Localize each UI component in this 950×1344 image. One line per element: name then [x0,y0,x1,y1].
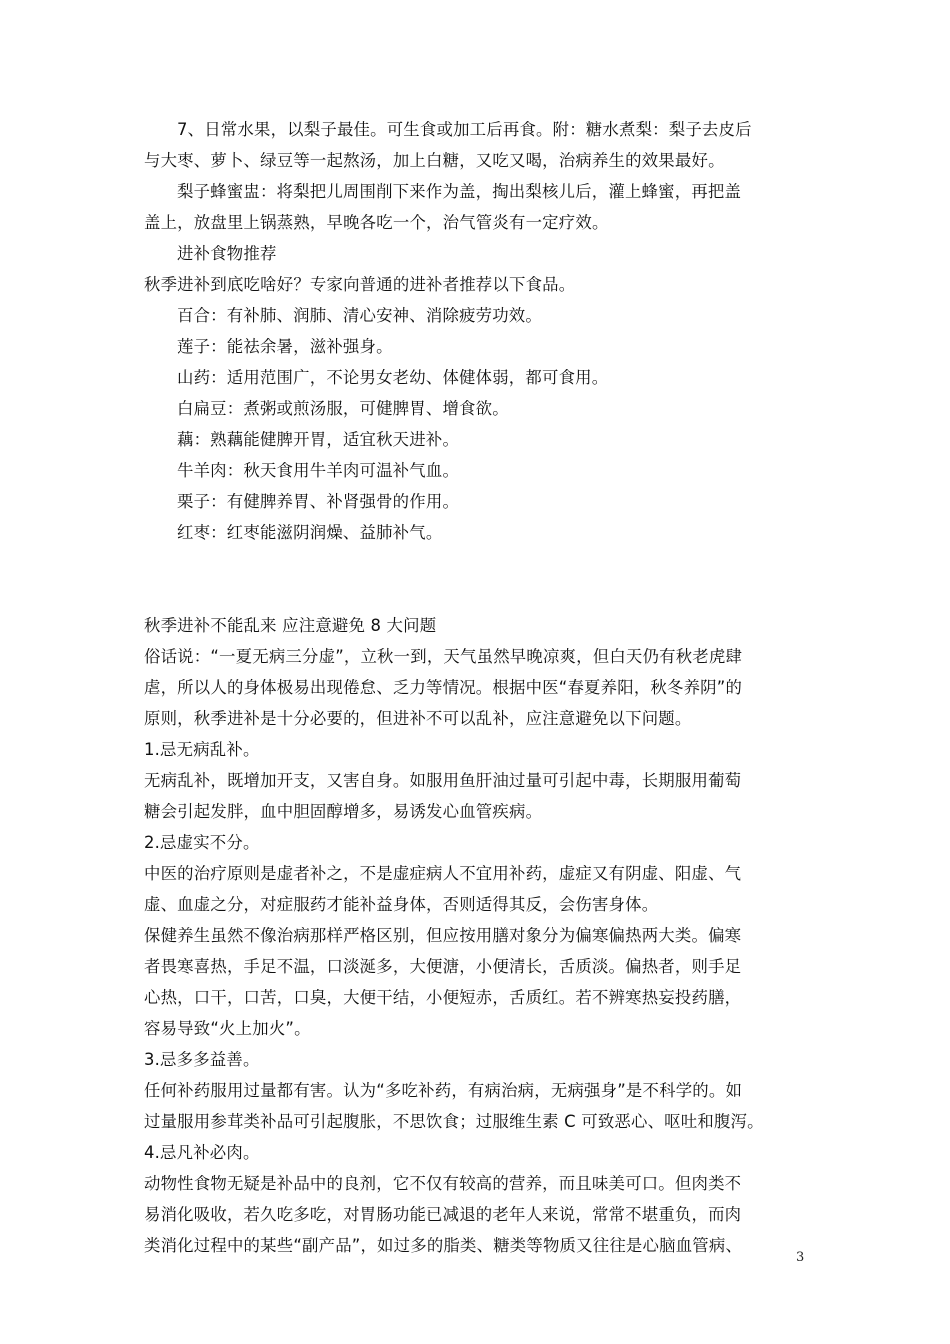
paragraph-item-2b-cont: 者畏寒喜热，手足不温，口淡涎多，大便溏，小便清长，舌质淡。偏热者，则手足 [144,957,742,976]
paragraph-item-3: 任何补药服用过量都有害。认为“多吃补药，有病治病，无病强身”是不科学的。如 [144,1081,743,1100]
paragraph-item-4-cont: 类消化过程中的某些“副产品”，如过多的脂类、糖类等物质又往往是心脑血管病、 [144,1236,743,1255]
list-item-beef-mutton: 牛羊肉：秋天食用牛羊肉可温补气血。 [177,461,460,480]
paragraph-item-2: 中医的治疗原则是虚者补之，不是虚症病人不宜用补药，虚症又有阴虚、阳虚、气 [144,864,742,883]
paragraph-item-4-cont: 易消化吸收，若久吃多吃，对胃肠功能已减退的老年人来说，常常不堪重负，而肉 [144,1205,742,1224]
list-item-lotus-seed: 莲子：能祛余暑，滋补强身。 [177,337,393,356]
item-heading-4: 4.忌凡补必肉。 [144,1143,260,1162]
paragraph-item-2b-cont: 容易导致“火上加火”。 [144,1019,311,1038]
paragraph-item-2b: 保健养生虽然不像治病那样严格区别，但应按用膳对象分为偏寒偏热两大类。偏寒 [144,926,742,945]
item-heading-3: 3.忌多多益善。 [144,1050,260,1069]
paragraph-item-1: 无病乱补，既增加开支，又害自身。如服用鱼肝油过量可引起中毒，长期服用葡萄 [144,771,742,790]
paragraph-item-4: 动物性食物无疑是补品中的良剂，它不仅有较高的营养，而且味美可口。但肉类不 [144,1174,742,1193]
paragraph-item-3-cont: 过量服用参茸类补品可引起腹胀，不思饮食；过服维生素 C 可致恶心、呕吐和腹泻。 [144,1112,764,1131]
item-heading-1: 1.忌无病乱补。 [144,740,260,759]
document-body [144,114,814,1261]
paragraph-autumn-intro: 俗话说：“一夏无病三分虚”，立秋一到，天气虽然早晚凉爽，但白天仍有秋老虎肆 [144,647,743,666]
paragraph-autumn-intro-cont: 虐，所以人的身体极易出现倦怠、乏力等情况。根据中医“春夏养阳，秋冬养阴”的 [144,678,743,697]
paragraph-item-2b-cont: 心热，口干，口苦，口臭，大便干结，小便短赤，舌质红。若不辨寒热妄投药膳， [144,988,742,1007]
page-number: 3 [796,1250,805,1265]
paragraph-pear-honey: 梨子蜂蜜盅：将梨把儿周围削下来作为盖，掏出梨核儿后，灌上蜂蜜，再把盖 [177,182,742,201]
paragraph-item-1-cont: 糖会引起发胖，血中胆固醇增多，易诱发心血管疾病。 [144,802,543,821]
list-item-white-bean: 白扁豆：煮粥或煎汤服，可健脾胃、增食欲。 [177,399,509,418]
section-heading-avoid-problems: 秋季进补不能乱来 应注意避免 8 大问题 [144,616,437,635]
paragraph-tonic-intro: 秋季进补到底吃啥好？专家向普通的进补者推荐以下食品。 [144,275,576,294]
paragraph-pear-honey-cont: 盖上，放盘里上锅蒸熟，早晚各吃一个，治气管炎有一定疗效。 [144,213,609,232]
section-heading-tonic-foods: 进补食物推荐 [177,244,277,263]
paragraph-pear-fruit-cont: 与大枣、萝卜、绿豆等一起熬汤，加上白糖，又吃又喝，治病养生的效果最好。 [144,151,725,170]
item-heading-2: 2.忌虚实不分。 [144,833,260,852]
section-spacer [144,548,814,610]
paragraph-item-2-cont: 虚、血虚之分，对症服药才能补益身体，否则适得其反，会伤害身体。 [144,895,659,914]
paragraph-pear-fruit: 7、日常水果，以梨子最佳。可生食或加工后再食。附：糖水煮梨：梨子去皮后 [177,120,752,139]
list-item-red-date: 红枣：红枣能滋阴润燥、益肺补气。 [177,523,443,542]
list-item-lily: 百合：有补肺、润肺、清心安神、消除疲劳功效。 [177,306,542,325]
list-item-yam: 山药：适用范围广，不论男女老幼、体健体弱，都可食用。 [177,368,609,387]
list-item-chestnut: 栗子：有健脾养胃、补肾强骨的作用。 [177,492,460,511]
list-item-lotus-root: 藕：熟藕能健脾开胃，适宜秋天进补。 [177,430,460,449]
paragraph-autumn-intro-cont: 原则，秋季进补是十分必要的，但进补不可以乱补，应注意避免以下问题。 [144,709,692,728]
